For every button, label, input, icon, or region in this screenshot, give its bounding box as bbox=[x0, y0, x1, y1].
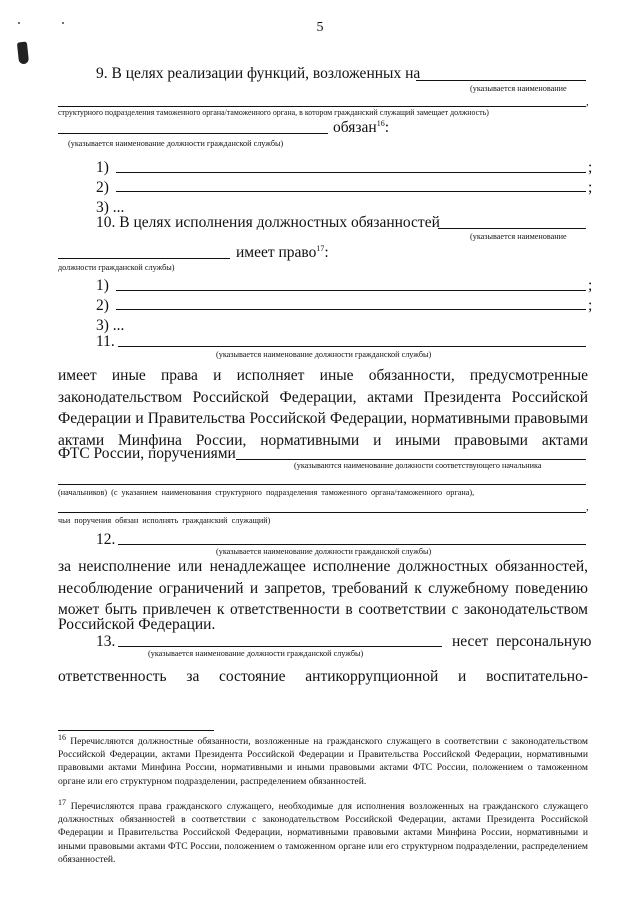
item9-hint2: структурного подразделения таможенного органа/таможенного органа, в котором гражданский служащий замещает должность) bbox=[58, 108, 489, 117]
blank-line bbox=[236, 459, 586, 460]
blank-line bbox=[58, 258, 230, 259]
blank-line bbox=[58, 106, 586, 107]
item9-row1: 1) bbox=[96, 159, 109, 176]
footnote-16: $^{16}$ Перечисляются должностные обязанности, возложенные на гражданского служащего в соответствии с законодательством Российской Федерации, актами Президента Российской Федерации и Правительства Российской Федерации, нормативными правовыми актами Минфина России, нормативными и иными правовыми актами ФТС России, положением о таможенном органе или его структурном подразделении, распределением обязанностей. bbox=[58, 732, 588, 787]
item9-hint3: (указывается наименование должности гражданской службы) bbox=[68, 139, 284, 148]
item10-lead: 10. В целях исполнения должностных обязанностей bbox=[96, 214, 440, 231]
item9-row2: 2) bbox=[96, 179, 109, 196]
blank-line bbox=[118, 544, 586, 545]
item10-row1: 1) bbox=[96, 277, 109, 294]
item10-hint2: должности гражданской службы) bbox=[58, 263, 175, 272]
blank-line bbox=[116, 172, 586, 173]
item11-hint1: (указывается наименование должности гражданской службы) bbox=[216, 350, 432, 359]
blank-line bbox=[116, 309, 586, 310]
footnote-17: $^{17}$ Перечисляются права гражданского служащего, необходимые для исполнения возложенных на гражданского служащего должностных обязанностей в соответствии с законодательством Российской Федерации, актами Президента Российской Федерации и Правительства Российской Федерации, нормативными правовыми актами Минфина России, нормативными и иными правовыми актами ФТС России, положением о таможенном органе или его структурном подразделении, распределением обязанностей. bbox=[58, 797, 589, 865]
scan-mark bbox=[17, 42, 29, 65]
footnote-separator bbox=[58, 730, 214, 731]
item9-row3: 3) ... bbox=[96, 199, 125, 216]
item12-paragraph: за неисполнение или ненадлежащее исполнение должностных обязанностей, несоблюдение ограничений и запретов, требований к служебному поведению может быть привлечен к ответственности в соответствии с законодательством bbox=[58, 558, 588, 618]
item12-lead: 12. bbox=[96, 531, 116, 548]
item13-hint1: (указывается наименование должности гражданской службы) bbox=[148, 649, 364, 658]
blank-line bbox=[438, 228, 586, 229]
item12-last: Российской Федерации. bbox=[58, 616, 216, 633]
item11-lead: 11. bbox=[96, 333, 115, 350]
blank-line bbox=[58, 133, 328, 134]
page-number: 5 bbox=[316, 20, 324, 35]
blank-line bbox=[118, 346, 586, 347]
item13-line2: ответственность за состояние антикоррупционной и воспитательно- bbox=[58, 668, 588, 685]
item13-lead: 13. bbox=[96, 633, 116, 650]
blank-line bbox=[416, 80, 586, 81]
item11-hint3: (начальников) (с указанием наименования структурного подразделения таможенного органа/таможенного органа), bbox=[58, 488, 475, 497]
item9-hint1: (указывается наименование bbox=[470, 84, 567, 93]
blank-line bbox=[58, 512, 586, 513]
item13-right: несет персональную bbox=[452, 633, 592, 650]
item11-hint2: (указываются наименование должности соответствующего начальника bbox=[294, 461, 542, 470]
blank-line bbox=[58, 484, 586, 485]
item10-row2: 2) bbox=[96, 297, 109, 314]
item11-tail: ФТС России, поручениями bbox=[58, 445, 236, 462]
item12-hint1: (указывается наименование должности гражданской службы) bbox=[216, 547, 432, 556]
item9-lead: 9. В целях реализации функций, возложенных на bbox=[96, 65, 421, 82]
item10-hint1: (указывается наименование bbox=[470, 232, 567, 241]
item10-right: имеет право$^{17}$: bbox=[236, 243, 329, 261]
item11-hint4: чьи поручения обязан исполнять гражданский служащий) bbox=[58, 516, 271, 525]
item11-paragraph: имеет иные права и исполняет иные обязанности, предусмотренные законодательством Российской Федерации, актами Президента Российской Федерации и Правительства Российской Федерации, нормативными правовыми актами Минфина России, нормативными и иными правовыми актами bbox=[58, 367, 588, 449]
item10-row3: 3) ... bbox=[96, 317, 125, 334]
blank-line bbox=[116, 290, 586, 291]
item9-obliged: обязан$^{16}$: bbox=[333, 118, 389, 136]
blank-line bbox=[116, 191, 586, 192]
blank-line bbox=[118, 646, 442, 647]
